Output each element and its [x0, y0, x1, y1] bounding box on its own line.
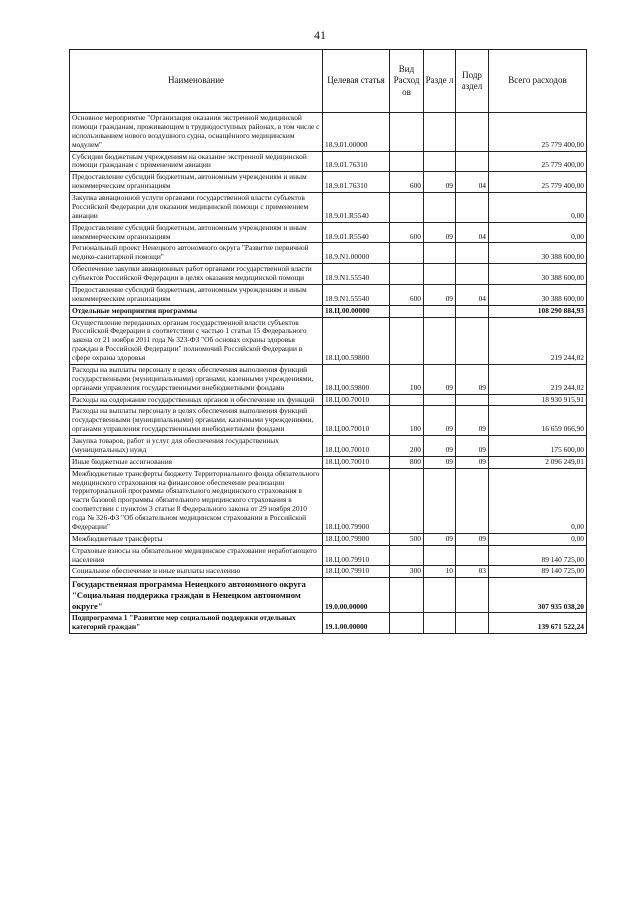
- table-row: [70, 243, 587, 264]
- row-expense-type: 800: [390, 456, 424, 468]
- table-row: [70, 284, 587, 305]
- row-total: 30 388 600,00: [489, 284, 587, 305]
- table-row: [70, 305, 587, 317]
- row-section: [424, 113, 456, 152]
- row-section: 10: [424, 566, 456, 578]
- row-total: 219 244,02: [489, 317, 587, 364]
- row-name: Предоставление субсидий бюджетным, автономным учреждениям и иным некоммерческим организациям: [70, 222, 323, 243]
- row-section: [424, 305, 456, 317]
- row-section: 09: [424, 172, 456, 193]
- row-name: Страховые взносы на обязательное медицинское страхование неработающего населения: [70, 545, 323, 566]
- row-target-article: 18.Ц.00.79900: [323, 468, 390, 533]
- row-total: 18 930 915,91: [489, 394, 587, 406]
- row-expense-type: 600: [390, 222, 424, 243]
- row-name: Основное мероприятие "Организация оказания экстренной медицинской помощи гражданам, проживающим в труднодоступных районах, в том числе с использованием нового воздушного судна, оснащённого медицинским модулем": [70, 113, 323, 152]
- row-total: 25 779 400,00: [489, 172, 587, 193]
- row-expense-type: 200: [390, 436, 424, 457]
- row-total: 30 388 600,00: [489, 243, 587, 264]
- row-section: 09: [424, 284, 456, 305]
- table-row: [70, 613, 587, 634]
- table-row: [70, 468, 587, 533]
- row-subsection: [456, 613, 489, 634]
- row-section: 09: [424, 222, 456, 243]
- row-target-article: 18.Ц.00.70010: [323, 406, 390, 436]
- table-row: [70, 436, 587, 457]
- row-name: Расходы на выплаты персоналу в целях обеспечения выполнения функций государственными (муниципальными) органами, казенными учреждениями, органами управления государственными внебюджетными фондами: [70, 406, 323, 436]
- row-total: 89 140 725,00: [489, 545, 587, 566]
- row-expense-type: [390, 317, 424, 364]
- row-name: Субсидии бюджетным учреждениям на оказание экстренной медицинской помощи гражданам с применением авиации: [70, 151, 323, 172]
- header-total-expenses: Всего расходов: [489, 50, 587, 113]
- header-expense-type: Вид Расход ов: [390, 50, 424, 113]
- row-expense-type: 100: [390, 406, 424, 436]
- row-target-article: 18.Ц.00.00000: [323, 305, 390, 317]
- row-name: Закупка товаров, работ и услуг для обеспечения государственных (муниципальных) нужд: [70, 436, 323, 457]
- row-section: 09: [424, 533, 456, 545]
- row-section: [424, 578, 456, 613]
- row-section: [424, 545, 456, 566]
- table-row: [70, 394, 587, 406]
- row-expense-type: [390, 578, 424, 613]
- row-name: Государственная программа Ненецкого автономного округа "Социальная поддержка граждан в Ненецком автономном округе": [70, 578, 323, 613]
- table-row: [70, 264, 587, 285]
- row-expense-type: [390, 243, 424, 264]
- table-row: [70, 566, 587, 578]
- row-total: 175 600,00: [489, 436, 587, 457]
- row-target-article: 18.Ц.00.70010: [323, 456, 390, 468]
- row-target-article: 18.9.01.76310: [323, 151, 390, 172]
- row-expense-type: [390, 264, 424, 285]
- row-subsection: [456, 578, 489, 613]
- header-name: Наименование: [70, 50, 323, 113]
- table-row: [70, 456, 587, 468]
- table-row: [70, 113, 587, 152]
- row-subsection: [456, 305, 489, 317]
- header-section: Разде л: [424, 50, 456, 113]
- row-section: [424, 317, 456, 364]
- row-total: 25 779 400,00: [489, 151, 587, 172]
- page-number: 41: [314, 28, 326, 42]
- row-subsection: [456, 394, 489, 406]
- table-row: [70, 578, 587, 613]
- row-section: 09: [424, 364, 456, 394]
- table-row: [70, 533, 587, 545]
- row-total: 219 244,02: [489, 364, 587, 394]
- row-expense-type: 100: [390, 364, 424, 394]
- row-subsection: 09: [456, 406, 489, 436]
- row-name: Осуществление переданных органам государственной власти субъектов Российской Федерации в соответствии с частью 1 статьи 15 Федерального закона от 21 ноября 2011 года № 323-ФЗ "Об основах охраны здоровья граждан в Российской Федерации" полномочий Российской Федерации в сфере охраны здоровья: [70, 317, 323, 364]
- row-subsection: [456, 151, 489, 172]
- row-section: [424, 264, 456, 285]
- row-total: 2 096 249,01: [489, 456, 587, 468]
- table-body: [70, 113, 587, 634]
- row-subsection: 03: [456, 566, 489, 578]
- row-total: 30 388 600,00: [489, 264, 587, 285]
- row-subsection: 04: [456, 222, 489, 243]
- row-subsection: 09: [456, 533, 489, 545]
- row-total: 108 290 884,93: [489, 305, 587, 317]
- row-target-article: 18.Ц.00.70010: [323, 436, 390, 457]
- row-target-article: 18.Ц.00.79900: [323, 533, 390, 545]
- row-target-article: 18.9.N1.00000: [323, 243, 390, 264]
- row-total: 307 935 038,20: [489, 578, 587, 613]
- row-total: 0,00: [489, 222, 587, 243]
- row-subsection: [456, 243, 489, 264]
- row-section: [424, 151, 456, 172]
- row-total: 139 671 522,24: [489, 613, 587, 634]
- row-subsection: 09: [456, 436, 489, 457]
- row-section: [424, 243, 456, 264]
- table-row: [70, 222, 587, 243]
- row-subsection: 09: [456, 456, 489, 468]
- row-name: Расходы на содержание государственных органов и обеспечение их функций: [70, 394, 323, 406]
- row-name: Региональный проект Ненецкого автономного округа "Развитие первичной медико-санитарной помощи": [70, 243, 323, 264]
- row-name: Социальное обеспечение и иные выплаты населению: [70, 566, 323, 578]
- row-name: Расходы на выплаты персоналу в целях обеспечения выполнения функций государственными (муниципальными) органами, казенными учреждениями, органами управления государственными внебюджетными фондами: [70, 364, 323, 394]
- row-name: Закупка авиационной услуги органами государственной власти субъектов Российской Федерации для оказания медицинской помощи с применением авиации: [70, 193, 323, 223]
- row-target-article: 18.9.01.00000: [323, 113, 390, 152]
- row-subsection: 04: [456, 284, 489, 305]
- row-section: [424, 394, 456, 406]
- row-section: [424, 468, 456, 533]
- row-expense-type: [390, 193, 424, 223]
- table-row: [70, 172, 587, 193]
- row-expense-type: 500: [390, 533, 424, 545]
- row-target-article: 18.9.01.R5540: [323, 193, 390, 223]
- row-expense-type: 600: [390, 284, 424, 305]
- budget-table: [69, 49, 587, 634]
- header-subsection: Подр аздел: [456, 50, 489, 113]
- row-target-article: 18.9.N1.55540: [323, 284, 390, 305]
- table-row: [70, 364, 587, 394]
- row-expense-type: [390, 113, 424, 152]
- table-row: [70, 317, 587, 364]
- row-expense-type: [390, 468, 424, 533]
- row-subsection: 04: [456, 172, 489, 193]
- row-name: Межбюджетные трансферты бюджету Территориального фонда обязательного медицинского страхования на финансовое обеспечение реализации территориальной программы обязательного медицинского страхования в части базовой программы обязательного медицинского страхования в соответствии с пунктом 3 статьи 8 Федерального закона от 29 ноября 2010 года № 326-ФЗ "Об обязательном медицинском страховании в Российской Федерации": [70, 468, 323, 533]
- row-section: [424, 613, 456, 634]
- row-target-article: 18.Ц.00.59800: [323, 317, 390, 364]
- table-row: [70, 151, 587, 172]
- row-target-article: 18.Ц.00.79910: [323, 566, 390, 578]
- row-target-article: 18.9.01.R5540: [323, 222, 390, 243]
- row-subsection: [456, 264, 489, 285]
- row-section: 09: [424, 456, 456, 468]
- row-expense-type: [390, 394, 424, 406]
- row-target-article: 18.9.N1.55540: [323, 264, 390, 285]
- row-subsection: [456, 193, 489, 223]
- row-name: Предоставление субсидий бюджетным, автономным учреждениям и иным некоммерческим организациям: [70, 284, 323, 305]
- table-header-row: [70, 50, 587, 113]
- row-name: Предоставление субсидий бюджетным, автономным учреждениям и иным некоммерческим организациям: [70, 172, 323, 193]
- row-total: 25 779 400,00: [489, 113, 587, 152]
- row-subsection: [456, 113, 489, 152]
- table-row: [70, 406, 587, 436]
- row-section: 09: [424, 436, 456, 457]
- row-expense-type: [390, 305, 424, 317]
- row-expense-type: [390, 613, 424, 634]
- row-expense-type: [390, 545, 424, 566]
- row-name: Межбюджетные трансферты: [70, 533, 323, 545]
- table-row: [70, 545, 587, 566]
- row-subsection: [456, 545, 489, 566]
- row-name: Подпрограмма 1 "Развитие мер социальной поддержки отдельных категорий граждан": [70, 613, 323, 634]
- row-target-article: 19.0.00.00000: [323, 578, 390, 613]
- row-target-article: 18.9.01.76310: [323, 172, 390, 193]
- row-target-article: 18.Ц.00.79910: [323, 545, 390, 566]
- row-section: 09: [424, 406, 456, 436]
- row-total: 0,00: [489, 468, 587, 533]
- row-total: 89 140 725,00: [489, 566, 587, 578]
- row-section: [424, 193, 456, 223]
- row-name: Иные бюджетные ассигнования: [70, 456, 323, 468]
- row-subsection: [456, 468, 489, 533]
- row-subsection: 09: [456, 364, 489, 394]
- row-target-article: 18.Ц.00.59800: [323, 364, 390, 394]
- header-target-article: Целевая статья: [323, 50, 390, 113]
- row-total: 0,00: [489, 193, 587, 223]
- row-expense-type: [390, 151, 424, 172]
- row-total: 0,00: [489, 533, 587, 545]
- row-total: 16 659 066,90: [489, 406, 587, 436]
- row-target-article: 19.1.00.00000: [323, 613, 390, 634]
- row-expense-type: 600: [390, 172, 424, 193]
- row-subsection: [456, 317, 489, 364]
- row-expense-type: 300: [390, 566, 424, 578]
- row-target-article: 18.Ц.00.70010: [323, 394, 390, 406]
- table-row: [70, 193, 587, 223]
- row-name: Обеспечение закупки авиационных работ органами государственной власти субъектов Российской Федерации в целях оказания медицинской помощи: [70, 264, 323, 285]
- row-name: Отдельные мероприятия программы: [70, 305, 323, 317]
